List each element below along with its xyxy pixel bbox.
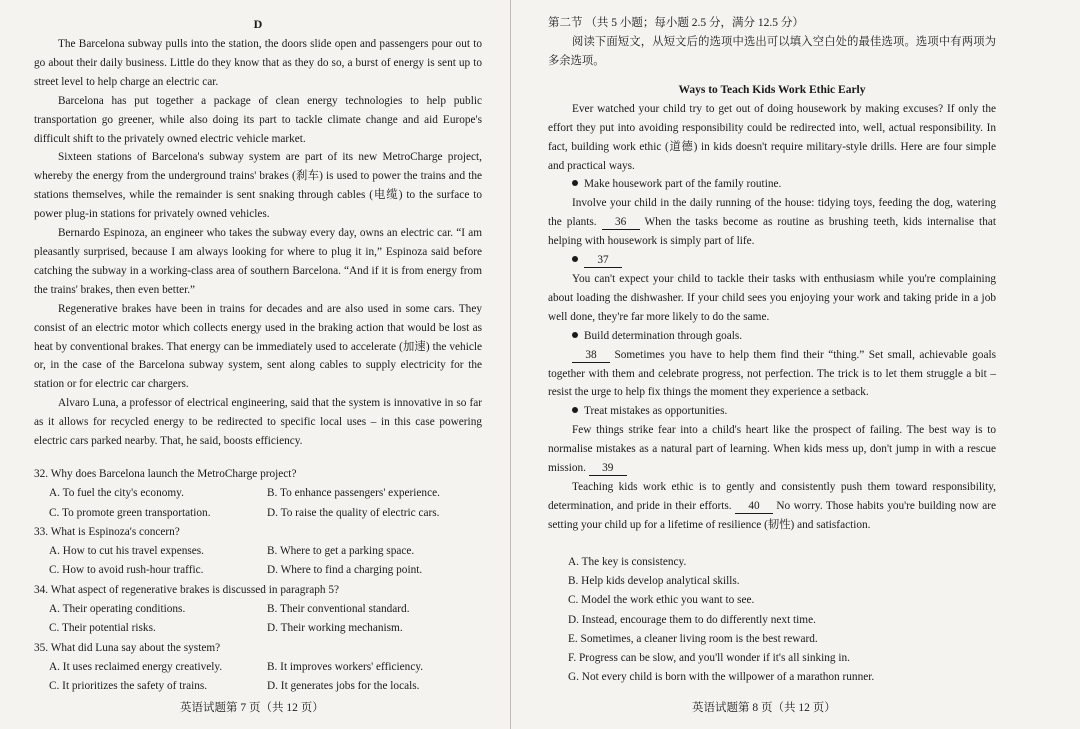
question-33 [34, 523, 482, 581]
passage-paragraph: Few things strike fear into a child's heart like the prospect of failing. The best way is to normalise mistakes as a natural part of learning. When kids mess up, don't jump in with a rescue mission. 39 [548, 424, 996, 475]
page-fold [510, 0, 511, 729]
blank-39[interactable]: 39 [589, 462, 627, 476]
option-a: A. How to cut his travel expenses. [49, 545, 204, 558]
blank-38[interactable]: 38 [572, 349, 610, 363]
option-a: A. To fuel the city's economy. [49, 487, 184, 500]
option-c: C. Their potential risks. [49, 622, 156, 635]
choice-g: G. Not every child is born with the willpower of a marathon runner. [568, 671, 875, 684]
choice-e: E. Sometimes, a cleaner living room is the best reward. [568, 632, 818, 645]
option-b: B. It improves workers' efficiency. [267, 660, 424, 673]
passage-paragraph: Alvaro Luna, a professor of electrical engineering, said that the system is innovative in so far as it allows for recycled energy to be redirected to specific local uses – in this case powering electric cars parked nearby. That, he said, boosts efficiency. [34, 397, 482, 448]
blank-36[interactable]: 36 [602, 216, 640, 230]
option-a: A. It uses reclaimed energy creatively. [49, 660, 223, 673]
passage-paragraph: Barcelona has put together a package of clean energy technologies to help public transportation go greener, while also doing its part to tackle climate change and aid Europe's difficult shift to the privately owned electric vehicle market. [34, 94, 482, 145]
right-page [512, 0, 1080, 729]
blank-40[interactable]: 40 [735, 500, 773, 514]
choice-list [548, 553, 996, 688]
question-stem: 33. What is Espinoza's concern? [34, 525, 180, 538]
question-34 [34, 581, 482, 639]
page-footer-right: 英语试题第 8 页（共 12 页） [692, 702, 836, 714]
passage-paragraph: 38 Sometimes you have to help them find their “thing.” Set small, achievable goals together with them and celebrate progress, not perfection. The trick is to let them struggle a bit – resist the urge to help fix things the moment they experience a setback. [548, 348, 996, 399]
option-b: B. To enhance passengers' experience. [267, 487, 440, 500]
option-a: A. Their operating conditions. [49, 603, 186, 616]
choice-f: F. Progress can be slow, and you'll wonder if it's all sinking in. [568, 652, 851, 665]
left-page [0, 0, 510, 729]
passage-paragraph: Regenerative brakes have been in trains for decades and are also used in some cars. They consist of an electric motor which collects energy used in the braking action that would be lost as heat by conventional brakes. That energy can be immediately used to accelerate (加速) the vehicle or, in the case of the Barcelona subway system, sent along cables to supply electricity for the station or for electric car chargers. [34, 302, 482, 391]
blank-37[interactable]: 37 [584, 254, 622, 268]
choice-a: A. The key is consistency. [568, 555, 687, 568]
option-d: D. To raise the quality of electric cars. [267, 506, 440, 519]
question-35 [34, 639, 482, 697]
option-b: B. Where to get a parking space. [267, 545, 415, 558]
bullet-dot-icon [572, 256, 578, 262]
question-stem: 35. What did Luna say about the system? [34, 641, 221, 654]
passage-paragraph: Ever watched your child try to get out of doing housework by making excuses? If only the effort they put into avoiding responsibility could be redirected into, well, actual responsibility. In fact, building work ethic (道德) in kids doesn't require military-style drills. Here are four simple and practical ways. [548, 102, 996, 172]
section-heading: 第二节 （共 5 小题；每小题 2.5 分，满分 12.5 分） [548, 17, 804, 29]
passage-paragraph: Bernardo Espinoza, an engineer who takes the subway every day, owns an electric car. “I am pleasantly surprised, because I am always looking for where to plug it in,” Espinoza said before catching the subway in a working-class area of southern Barcelona. “And if it is from energy from the trains' brakes, then even better.” [34, 227, 482, 296]
passage-paragraph: Teaching kids work ethic is to gently and consistently push them toward responsibility, determination, and pride in their efforts. 40 No worry. Those habits you're building now are setting your child up for a lifetime of resilience (韧性) and satisfaction. [548, 480, 996, 531]
passage-paragraph: You can't expect your child to tackle their tasks with enthusiasm while you're complaining about loading the dishwasher. If your child sees you enjoying your work and taking pride in a job well done, they're far more likely to do the same. [548, 272, 996, 323]
page-footer-left: 英语试题第 7 页（共 12 页） [180, 702, 324, 714]
choice-d: D. Instead, encourage them to do differently next time. [568, 613, 816, 626]
section-letter: D [253, 17, 263, 31]
bullet-dot-icon [572, 407, 578, 413]
bullet-heading: Make housework part of the family routine. [548, 175, 996, 194]
bullet-dot-icon [572, 180, 578, 186]
question-stem: 32. Why does Barcelona launch the MetroCharge project? [34, 467, 297, 480]
bullet-heading: Build determination through goals. [548, 327, 996, 346]
option-c: C. It prioritizes the safety of trains. [49, 680, 208, 693]
bullet-heading: Treat mistakes as opportunities. [548, 402, 996, 421]
question-stem: 34. What aspect of regenerative brakes is discussed in paragraph 5? [34, 583, 340, 596]
bullet-heading [548, 251, 996, 270]
option-d: D. It generates jobs for the locals. [267, 680, 420, 693]
passage-title: Ways to Teach Kids Work Ethic Early [678, 83, 866, 96]
choice-b: B. Help kids develop analytical skills. [568, 574, 740, 587]
option-c: C. How to avoid rush-hour traffic. [49, 564, 204, 577]
instructions: 阅读下面短文，从短文后的选项中选出可以填入空白处的最佳选项。选项中有两项为多余选项。 [548, 36, 996, 67]
option-d: D. Their working mechanism. [267, 622, 403, 635]
bullet-dot-icon [572, 332, 578, 338]
option-d: D. Where to find a charging point. [267, 564, 423, 577]
option-c: C. To promote green transportation. [49, 506, 211, 519]
passage-paragraph: Involve your child in the daily running of the house: tidying toys, feeding the dog, watering the plants. 36 When the tasks become as routine as brushing teeth, kids internalise that helping with housework is simply part of life. [548, 197, 997, 248]
option-b: B. Their conventional standard. [267, 603, 410, 616]
passage-paragraph: Sixteen stations of Barcelona's subway system are part of its new MetroCharge project, whereby the energy from the underground trains' brakes (刹车) is used to power the trains and the stations themselves, while the remainder is sent snaking through cables (电缆) to the surface to power plug-in stations for privately owned vehicles. [34, 151, 482, 221]
question-32 [34, 465, 482, 523]
passage-paragraph: The Barcelona subway pulls into the station, the doors slide open and passengers pour out to go about their daily business. Little do they know that as they do so, a burst of energy is sent up to street level to help charge an electric car. [34, 38, 482, 88]
choice-c: C. Model the work ethic you want to see. [568, 594, 755, 607]
